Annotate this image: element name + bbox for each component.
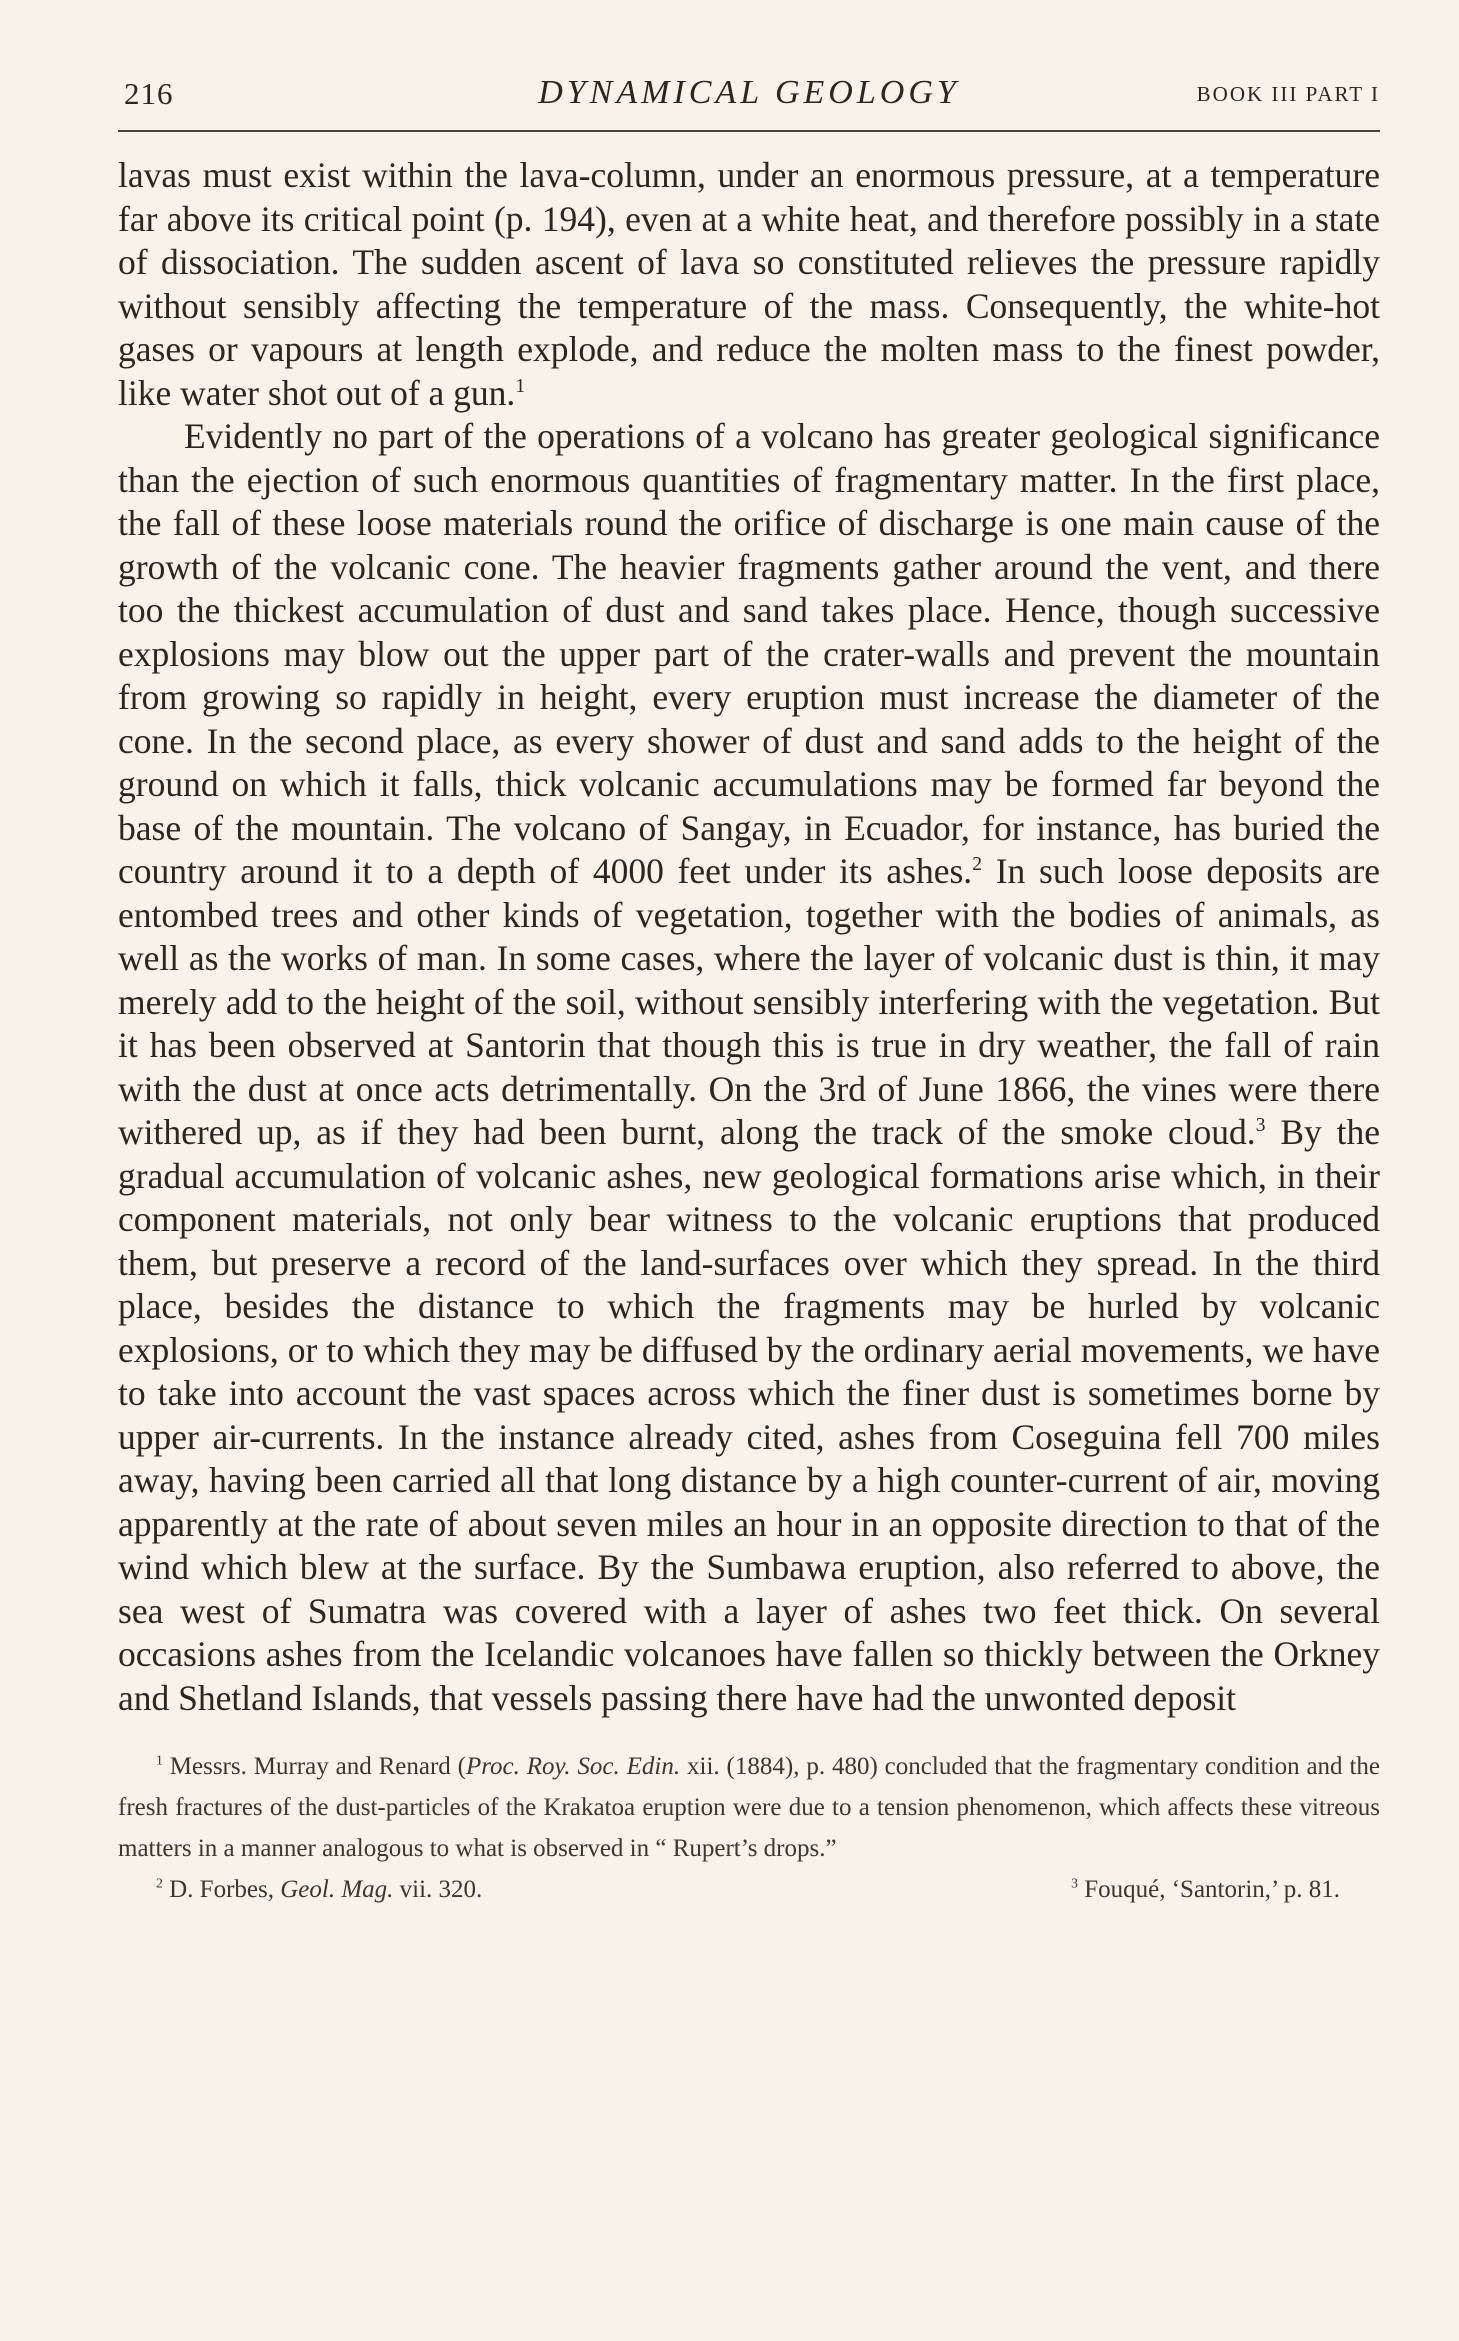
footnote-marker-3: 3 <box>1071 1875 1078 1891</box>
journal-title: Proc. Roy. Soc. Edin. <box>465 1753 681 1780</box>
paragraph-text: By the gradual accumulation of volcanic ashes, new geological formations arise which, in their component materials, not only bear witness to the volcanic eruptions that produced them, but preserve a record of the land-surfaces over which they spread. In the third place, besides the distance to which the fragments may be hurled by volcanic explosions, or to which they may be diffused by the ordinary aerial movements, we have to take into account the vast spaces across which the finer dust is sometimes borne by upper air-currents. In the instance already cited, ashes from Coseguina fell 700 miles away, having been carried all that long distance by a high counter-current of air, moving apparently at the rate of about seven miles an hour in an opposite direction to that of the wind which blew at the surface. By the Sumbawa eruption, also referred to above, the sea west of Sumatra was covered with a layer of ashes two feet thick. On several occasions ashes from the Icelandic volcanoes have fallen so thickly between the Orkney and Shetland Islands, that vessels passing there have had the unwonted deposit <box>118 1112 1380 1718</box>
book-page <box>118 70 1380 1910</box>
paragraph-text: lavas must exist within the lava-column, under an enormous pressure, at a temperature far above its critical point (p. 194), even at a white heat, and therefore possibly in a state of dissociation. The sudden ascent of lava so constituted relieves the pressure rapidly without sensibly affecting the temperature of the mass. Consequently, the white-hot gases or vapours at length explode, and reduce the molten mass to the finest powder, like water shot out of a gun. <box>118 155 1380 413</box>
footnote-text: xii. (1884), p. 480) concluded that the fragmentary condition and the fresh fractures of the dust-particles of the Krakatoa eruption were due to a tension phenomenon, which affects these vitreous matters in a manner analogous to what is observed in “ Rupert’s drops.” <box>118 1753 1380 1862</box>
footnote-marker-2: 2 <box>156 1875 163 1891</box>
section-reference: BOOK III PART I <box>1196 82 1380 106</box>
footnote-ref-2[interactable]: 2 <box>972 854 982 876</box>
paragraph-ejection <box>118 415 1380 1720</box>
running-header <box>118 70 1380 132</box>
footnote-ref-1[interactable]: 1 <box>515 375 526 397</box>
paragraph-text: In such loose deposits are entombed trees and other kinds of vegetation, together with the bodies of animals, as well as the works of man. In some cases, where the layer of volcanic dust is thin, it may merely add to the height of the soil, without sensibly interfering with the vegetation. But it has been observed at Santorin that though this is true in dry weather, the fall of rain with the dust at once acts detrimentally. On the 3rd of June 1866, the vines were there withered up, as if they had been burnt, along the track of the smoke cloud. <box>118 851 1380 1152</box>
footnote-text: D. Forbes, <box>162 1876 281 1903</box>
page-number: 216 <box>124 76 174 111</box>
body-text <box>118 154 1380 1720</box>
footnotes <box>118 1746 1380 1910</box>
footnote-3 <box>1071 1869 1340 1910</box>
footnote-2 <box>156 1869 482 1910</box>
footnote-text: Messrs. Murray and Renard ( <box>162 1753 466 1780</box>
journal-title: Geol. Mag. <box>280 1876 394 1903</box>
footnote-1 <box>118 1746 1380 1869</box>
footnote-text: vii. 320. <box>393 1876 483 1903</box>
footnote-ref-3[interactable]: 3 <box>1255 1115 1266 1137</box>
running-title: DYNAMICAL GEOLOGY <box>538 74 960 111</box>
footnote-marker-1: 1 <box>156 1752 163 1768</box>
footnote-text: Fouqué, ‘Santorin,’ p. 81. <box>1077 1876 1340 1903</box>
footnote-row <box>118 1869 1380 1910</box>
paragraph-continued <box>118 154 1380 415</box>
paragraph-text: Evidently no part of the operations of a volcano has greater geological significance than the ejection of such enormous quantities of fragmentary matter. In the first place, the fall of these loose materials round the orifice of discharge is one main cause of the growth of the volcanic cone. The heavier fragments gather around the vent, and there too the thickest accumulation of dust and sand takes place. Hence, though successive explosions may blow out the upper part of the crater-walls and prevent the mountain from growing so rapidly in height, every eruption must increase the diameter of the cone. In the second place, as every shower of dust and sand adds to the height of the ground on which it falls, thick volcanic accumulations may be formed far beyond the base of the mountain. The volcano of Sangay, in Ecuador, for instance, has buried the country around it to a depth of 4000 feet under its ashes. <box>118 416 1380 891</box>
